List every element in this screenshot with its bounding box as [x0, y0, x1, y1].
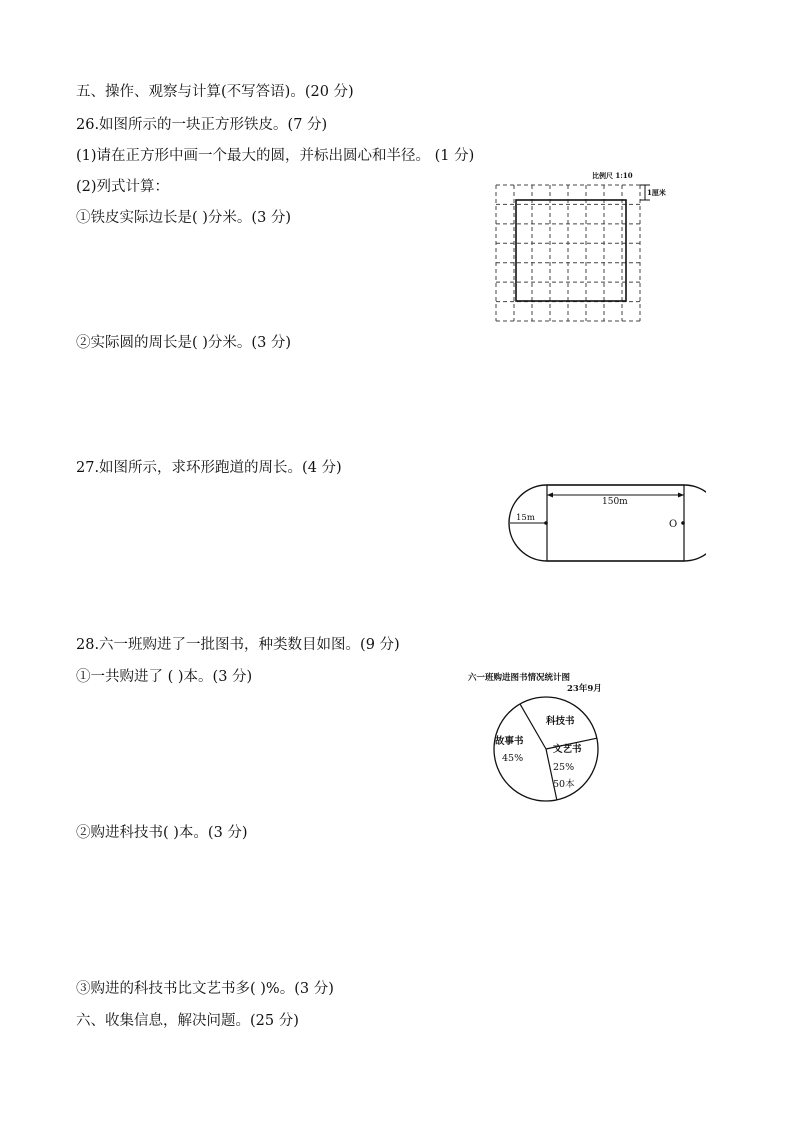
unit-label: 1厘米 — [647, 188, 666, 197]
length-arrow-left — [547, 493, 553, 498]
slice-count-art: 50本 — [553, 779, 575, 790]
question-27-title: 27.如图所示，求环形跑道的周长。(4 分) — [76, 460, 342, 476]
scale-label: 比例尺 1:10 — [592, 171, 633, 180]
pie-radius-art-story — [546, 749, 557, 800]
chart-subtitle: 23年9月 — [567, 684, 602, 694]
slice-label-tech: 科技书 — [546, 716, 575, 727]
question-26-sub-2: ②实际圆的周长是( )分米。(3 分) — [76, 335, 292, 351]
chart-title: 六一班购进图书情况统计图 — [468, 673, 571, 683]
square-grid-figure — [490, 168, 670, 326]
question-28-sub-1: ①一共购进了 ( )本。(3 分) — [76, 669, 253, 685]
section-five-heading: 五、操作、观察与计算(不写答语)。(20 分) — [76, 84, 354, 100]
length-label: 150m — [602, 497, 628, 507]
question-26-sub-1: ①铁皮实际边长是( )分米。(3 分) — [76, 210, 292, 226]
book-pie-chart — [462, 666, 632, 806]
slice-value-art: 25% — [553, 762, 575, 773]
pie-radius-story-tech — [520, 704, 546, 749]
center-label: O — [669, 519, 678, 530]
section-six-heading: 六、收集信息，解决问题。(25 分) — [76, 1013, 299, 1029]
slice-value-story: 45% — [502, 753, 524, 764]
slice-label-art: 文艺书 — [553, 744, 582, 755]
question-26-part-1: (1)请在正方形中画一个最大的圆，并标出圆心和半径。 (1 分) — [76, 148, 475, 164]
question-28-sub-2: ②购进科技书( )本。(3 分) — [76, 825, 248, 841]
question-28-title: 28.六一班购进了一批图书，种类数目如图。(9 分) — [76, 637, 400, 653]
width-dimension-dot — [544, 521, 548, 525]
length-arrow-right — [678, 493, 684, 498]
question-26-part-2: (2)列式计算： — [76, 179, 170, 195]
slice-label-story: 故事书 — [495, 736, 524, 747]
question-26-title: 26.如图所示的一块正方形铁皮。(7 分) — [76, 117, 328, 133]
question-28-sub-3: ③购进的科技书比文艺书多( )%。(3 分) — [76, 981, 334, 997]
center-point — [681, 521, 685, 525]
running-track-figure — [506, 480, 706, 566]
width-label: 15m — [516, 513, 535, 523]
